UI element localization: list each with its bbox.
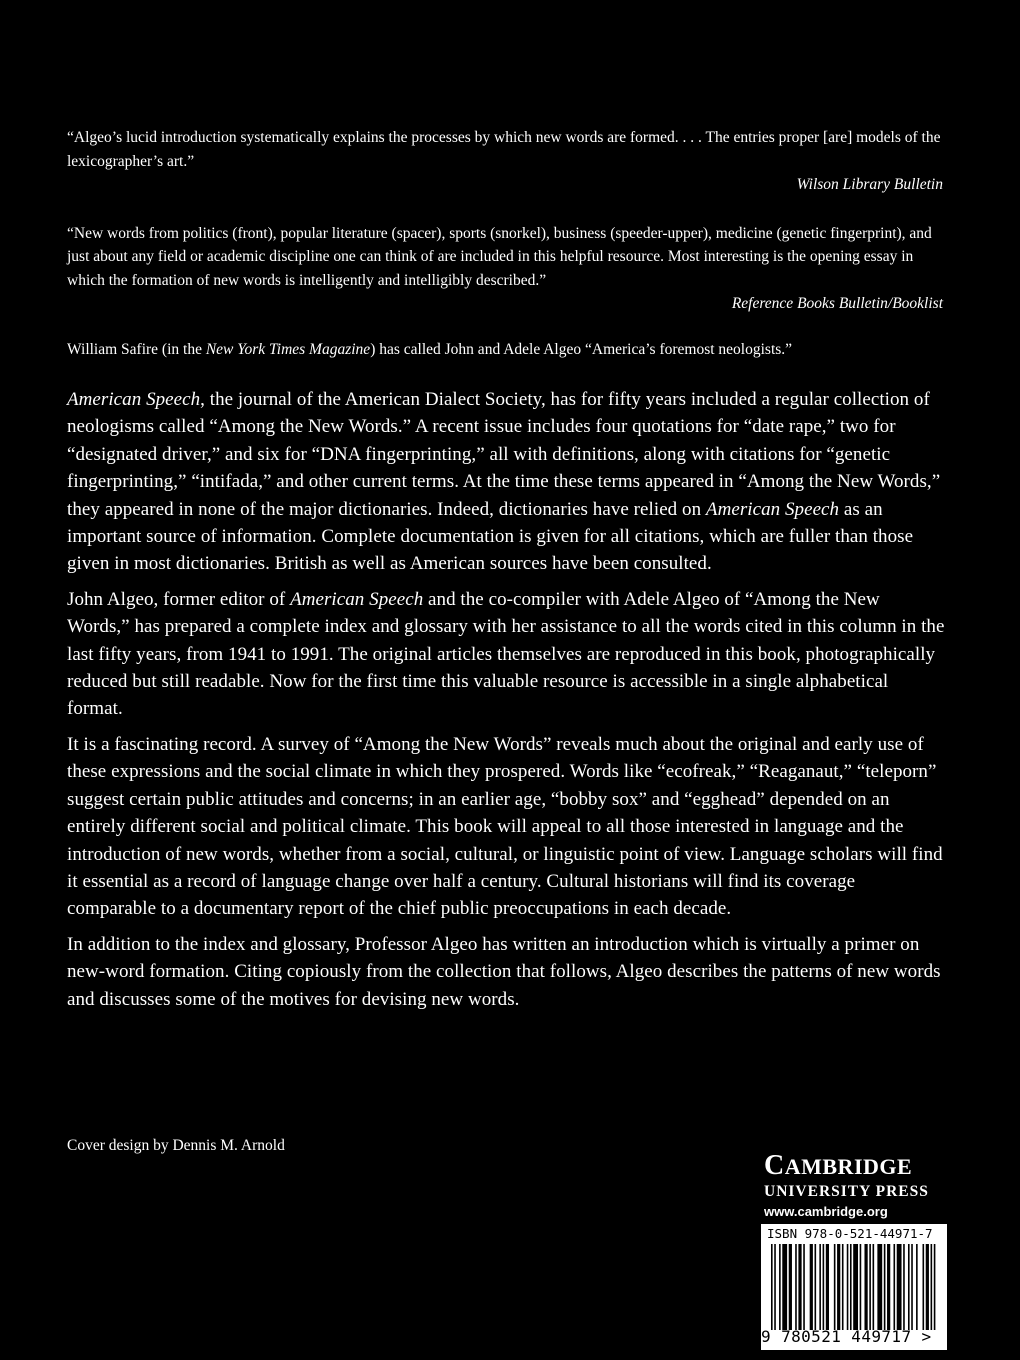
- journal-title-3: American Speech: [290, 588, 424, 610]
- barcode-bar: [826, 1244, 829, 1330]
- barcode-bar: [782, 1244, 787, 1330]
- barcode-bar: [847, 1244, 849, 1330]
- barcode-bar: [903, 1244, 905, 1330]
- barcode-bars: [771, 1244, 937, 1330]
- review-quote-2: “New words from politics (front), popular literature (spacer), sports (snorkel), business (speeder-upper), medicine (genetic fingerprint), and just about any field or academic discipline one can think of are included in this helpful resource. Most interesting is the opening essay in which the formation of new words is intelligently and intelligibly described.”: [67, 224, 932, 289]
- paragraph-1-text-a: , the journal of the American Dialect Society, has for fifty years included a regular collection of neologisms called “Among the New Words.” A recent issue includes four quotations for “date rape,” two for “designated driver,” and six for “DNA fingerprinting,” all with definitions, along with citations for “genetic fingerprinting,” “intifada,” and other current terms. At the time these terms appeared in “Among the New Words,” they appeared in none of the major dictionaries. Indeed, dictionaries have relied on: [67, 389, 941, 520]
- barcode-bar: [789, 1244, 792, 1330]
- description-paragraph-4: In addition to the index and glossary, Professor Algeo has written an introduction which is virtually a primer on new-word formation. Citing copiously from the collection that follows, Algeo describes the patterns of new words and discusses some of the motives for devising new words.: [67, 933, 941, 1010]
- barcode-bar: [911, 1244, 913, 1330]
- review-quote-1: “Algeo’s lucid introduction systematically explains the processes by which new words are formed. . . . The entries proper [are] models of the lexicographer’s art.”: [67, 129, 941, 170]
- barcode-bar: [916, 1244, 918, 1330]
- review-source-1: Wilson Library Bulletin: [796, 176, 943, 193]
- publisher-logo: [764, 1152, 952, 1220]
- barcode-bar: [837, 1244, 840, 1330]
- barcode-bar: [869, 1244, 871, 1330]
- back-cover-text: [67, 126, 945, 1013]
- publisher-name: [764, 1152, 952, 1181]
- barcode-bar: [774, 1244, 776, 1330]
- cover-design-credit: Cover design by Dennis M. Arnold: [67, 1137, 285, 1154]
- journal-title-2: American Speech: [705, 498, 840, 520]
- publisher-subtitle: UNIVERSITY PRESS: [764, 1183, 929, 1200]
- safire-before: William Safire (in the: [67, 340, 206, 358]
- publisher-url: www.cambridge.org: [764, 1204, 888, 1219]
- barcode-bar: [873, 1244, 875, 1330]
- barcode-bar: [853, 1244, 858, 1330]
- barcode-bar: [860, 1244, 862, 1330]
- paragraph-2-text-b: and the co-compiler with Adele Algeo of “Among the New Words,” has prepared a complete index and glossary with her assistance to all the words cited in this column in the last fifty years, from 1941 to 1991. The original articles themselves are reproduced in this book, photographically reduced but still readable. Now for the first time this valuable resource is accessible in a single alphabetical format.: [67, 588, 945, 720]
- barcode-bar: [893, 1244, 895, 1330]
- barcode-bar: [815, 1244, 817, 1330]
- barcode-bar: [897, 1244, 902, 1330]
- barcode-digits: 9 780521 449717 >: [761, 1327, 932, 1346]
- barcode-bar: [887, 1244, 890, 1330]
- barcode-bar: [803, 1244, 805, 1330]
- isbn-label: ISBN 978-0-521-44971-7: [767, 1226, 933, 1241]
- barcode-bar: [834, 1244, 836, 1330]
- barcode-bar: [850, 1244, 852, 1330]
- journal-title: American Speech: [67, 389, 201, 410]
- publisher-name-initial: C: [764, 1150, 785, 1181]
- barcode-bar: [934, 1244, 936, 1330]
- barcode-bar: [864, 1244, 867, 1330]
- description-paragraph-2: [67, 586, 945, 723]
- barcode-bar: [926, 1244, 929, 1330]
- barcode-bar: [798, 1244, 801, 1330]
- barcode-bar: [931, 1244, 933, 1330]
- paragraph-1-text-b: as an important source of information. Complete documentation is given for all citations, which are fuller than those given in most dictionaries. British as well as American sources have been consulted.: [67, 498, 914, 575]
- publisher-name-rest: AMBRIDGE: [784, 1154, 913, 1179]
- barcode-bar: [923, 1244, 925, 1330]
- barcode-bar: [819, 1244, 821, 1330]
- barcode-bar: [810, 1244, 813, 1330]
- barcode-bar: [771, 1244, 773, 1330]
- barcode-bar: [884, 1244, 886, 1330]
- paragraph-2-text-a: John Algeo, former editor of: [67, 588, 291, 610]
- isbn-barcode: [761, 1224, 947, 1350]
- barcode-bar: [823, 1244, 825, 1330]
- description-paragraph-1: [67, 386, 945, 578]
- barcode-bar: [908, 1244, 910, 1330]
- barcode-bar: [877, 1244, 882, 1330]
- description-paragraph-3: It is a fascinating record. A survey of “Among the New Words” reveals much about the original and early use of these expressions and the social climate in which they prospered. Words like “ecofreak,” “Reaganaut,” “teleporn” suggest certain public attitudes and concerns; in an earlier age, “bobby sox” and “egghead” depended on an entirely different social and political climate. This book will appeal to all those interested in language and the introduction of new words, whether from a social, cultural, or linguistic point of view. Language scholars will find it essential as a record of language change over half a century. Cultural historians will find its coverage comparable to a documentary report of the chief public preoccupations in each decade.: [67, 733, 943, 920]
- safire-after: ) has called John and Adele Algeo “America’s foremost neologists.”: [370, 340, 793, 358]
- safire-publication: New York Times Magazine: [205, 340, 371, 358]
- barcode-bar: [779, 1244, 781, 1330]
- safire-quote: [67, 338, 945, 362]
- barcode-bar: [795, 1244, 797, 1330]
- review-source-2: Reference Books Bulletin/Booklist: [731, 295, 943, 312]
- barcode-bar: [842, 1244, 844, 1330]
